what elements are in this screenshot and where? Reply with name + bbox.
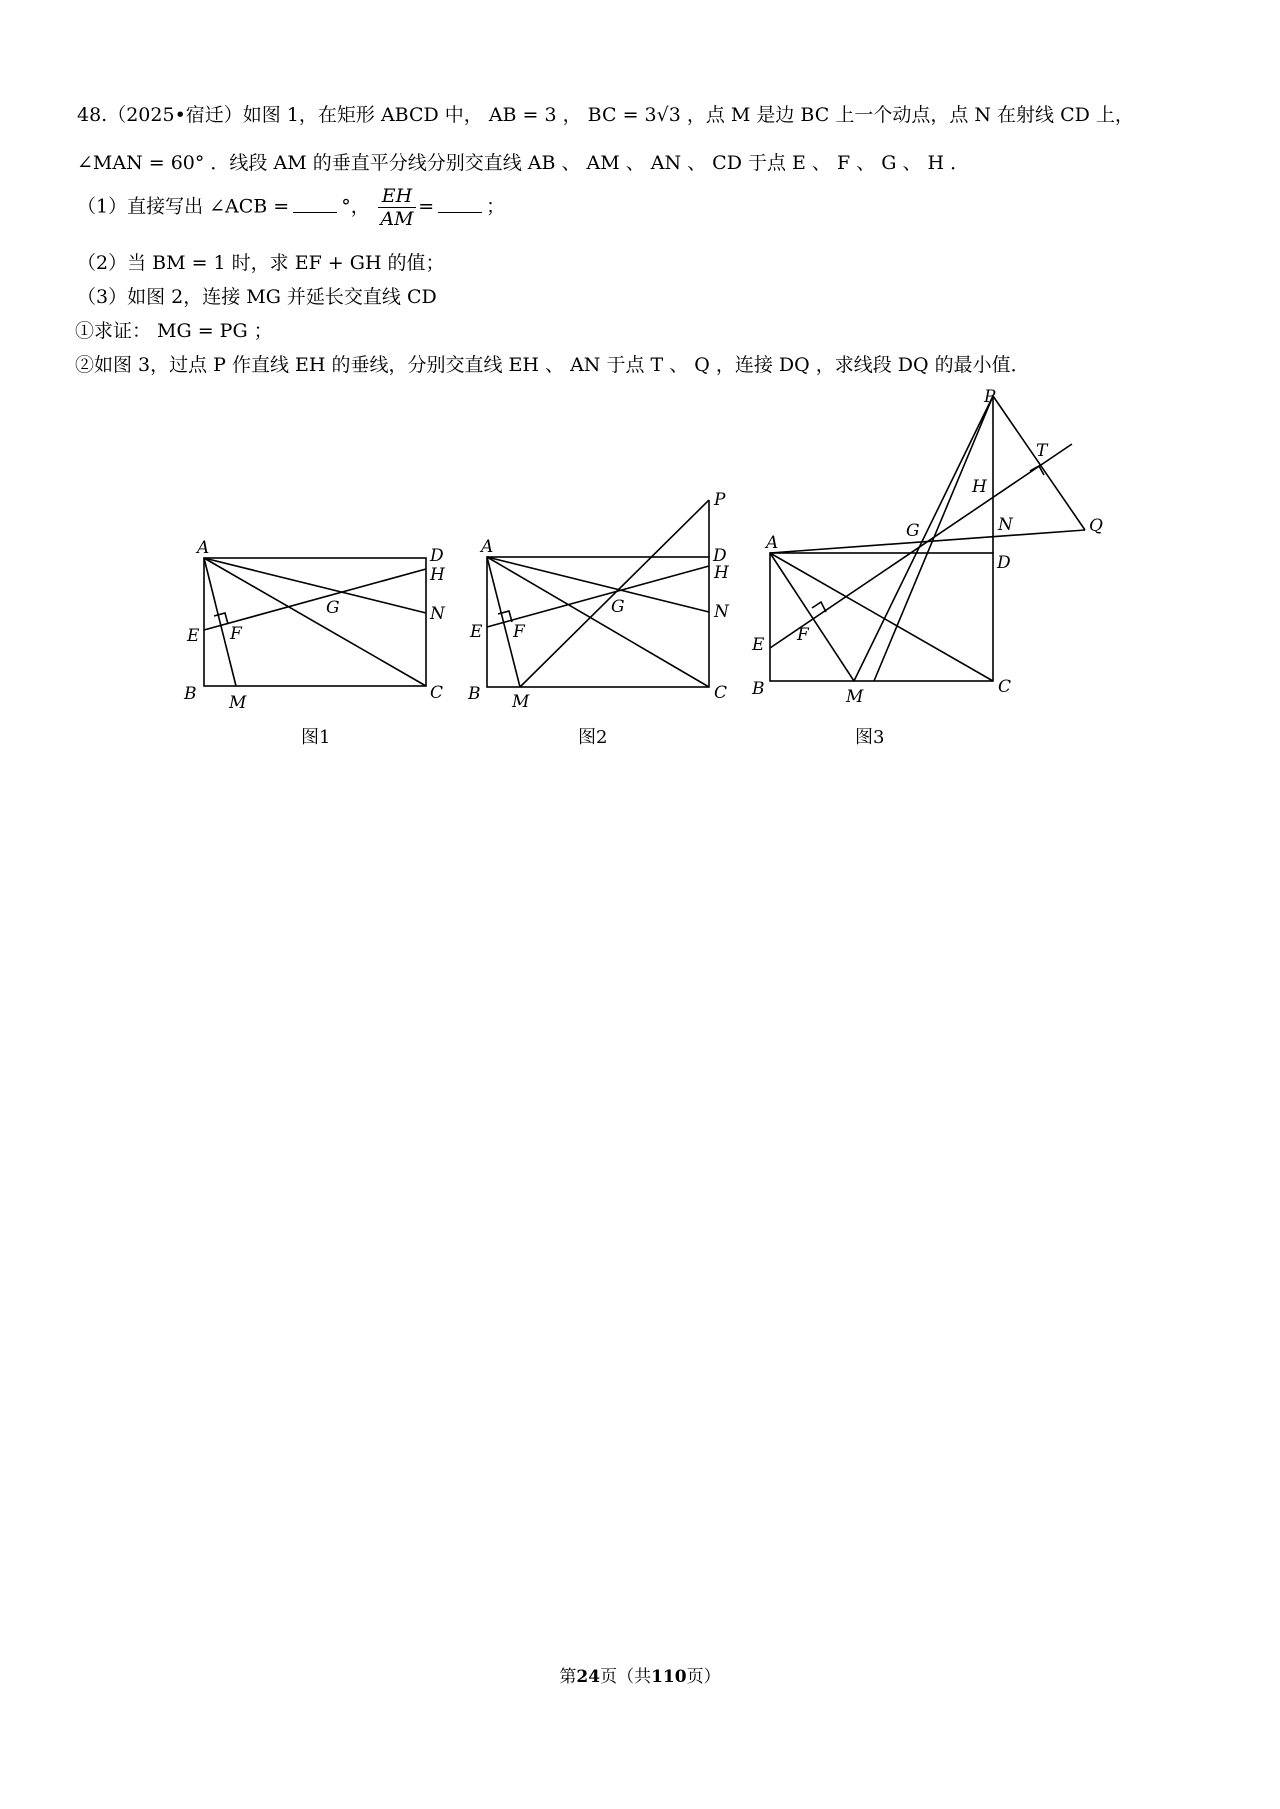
fig1-caption: 图1 [301,727,331,748]
fig1-label-f: F [230,624,242,644]
fig1-label-e: E [187,626,200,646]
fig3-label-m: M [846,687,864,707]
fig1-label-n: N [430,604,445,624]
part-2: （2）当 BM = 1 时，求 EF + GH 的值； [77,252,445,274]
fig3-caption: 图3 [855,727,885,748]
fig2-label-b: B [468,684,481,704]
part-3-ii: ②如图 3，过点 P 作直线 EH 的垂线，分别交直线 EH 、 AN 于点 T 、 Q ，连接 DQ ，求线段 DQ 的最小值． [75,354,1030,376]
fig1-label-h: H [430,565,445,585]
fig2-caption: 图2 [578,727,608,748]
part-1-prefix: （1）直接写出 ∠ACB = [77,195,290,218]
fig3-label-q: Q [1089,516,1103,536]
fig3-label-c: C [998,677,1012,697]
fig3-label-e: E [752,635,765,655]
footer-page-number: 24 [576,1667,601,1687]
fig3-label-b: B [752,679,765,699]
fig1-label-c: C [430,683,444,703]
fig3-label-f: F [797,625,809,645]
problem-line-2: ∠MAN = 60° ．线段 AM 的垂直平分线分别交直线 AB 、 AM 、 AN 、 CD 于点 E 、 F 、 G 、 H ． [77,152,970,174]
part-3: （3）如图 2，连接 MG 并延长交直线 CD [77,286,437,308]
fig1-label-a: A [197,538,210,558]
fig3-label-p: P [984,387,996,407]
footer-mid: 页（共 [600,1667,652,1687]
fig2-label-g: G [611,597,625,617]
fig1-label-g: G [326,598,340,618]
fig2-label-c: C [714,683,728,703]
fig3-label-g: G [906,521,920,541]
figure-3 [770,396,1085,681]
fig2-label-m: M [512,692,530,712]
part-1-mid: °， [341,195,370,218]
footer-prefix: 第 [559,1667,577,1687]
figure-2 [487,500,709,687]
fig3-label-t: T [1036,441,1048,461]
fig1-label-b: B [184,684,197,704]
fig2-label-p: P [714,490,726,510]
footer-suffix: 页） [686,1667,721,1687]
fig3-label-h: H [972,477,987,497]
fig2-label-d: D [713,546,727,566]
footer-total-pages: 110 [651,1667,687,1687]
fig2-label-n: N [714,602,729,622]
figures-canvas [0,0,1280,760]
fraction-denominator: AM [380,208,414,230]
fig1-label-m: M [229,693,247,713]
figure-1 [204,558,426,686]
fraction-numerator: EH [378,185,416,208]
fig3-label-n: N [998,515,1013,535]
fig2-label-h: H [714,563,729,583]
fig2-label-e: E [470,622,483,642]
fig2-label-f: F [513,622,525,642]
page-footer [0,1662,1280,1687]
problem-line-1: 48.（2025•宿迁）如图 1，在矩形 ABCD 中， AB = 3 ， BC = 3√3 ，点 M 是边 BC 上一个动点，点 N 在射线 CD 上， [77,104,1134,126]
fig3-label-a: A [766,533,779,553]
part-3-i: ①求证： MG = PG ； [75,320,273,342]
fig3-label-d: D [997,553,1011,573]
fig2-label-a: A [481,537,494,557]
fig1-label-d: D [430,546,444,566]
part-1-end: ； [486,195,506,218]
part-1-eq: = [418,195,435,218]
